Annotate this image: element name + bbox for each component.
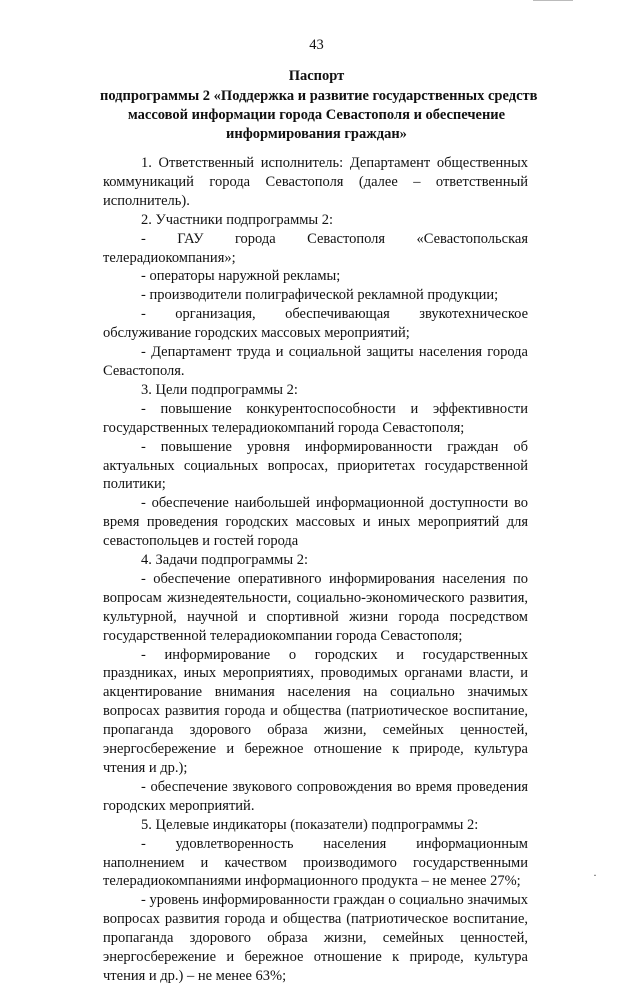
paragraph-responsible-executor: 1. Ответственный исполнитель: Департамент общественных коммуникаций города Севастополя (далее – ответственный исполнитель). <box>103 155 528 209</box>
paragraph-list-item: - обеспечение оперативного информирования населения по вопросам жизнедеятельности, социально-экономического развития, культурной, научной и спортивной жизни города посредством государственной телерадиокомпании города Севастополя; <box>103 570 528 644</box>
heading-line: массовой информации города Севастополя и обеспечение <box>127 107 506 123</box>
paragraph-list-item: - операторы наружной рекламы; <box>141 268 341 285</box>
paragraph-list-item: - информирование о городских и государственных праздниках, иных мероприятиях, проводимых органами власти, и акцентирование внимания населения на социально значимых вопросах развития города и общества (патриотическое воспитание, пропаганда здорового образа жизни, семейных ценностей, энергосбережение и бережное отношение к природе, культура чтения и др.); <box>103 646 528 776</box>
paragraph-list-item: - организация, обеспечивающая звукотехническое обслуживание городских массовых мероприятий; <box>103 306 528 342</box>
paragraph-list-item: - удовлетворенность населения информационным наполнением и качеством производимого государственными телерадиокомпаниями информационного продукта – не менее 27%; <box>103 835 528 890</box>
paragraph-list-item: - повышение конкурентоспособности и эффективности государственных телерадиокомпаний города Севастополя; <box>103 400 528 436</box>
heading-title: Паспорт <box>288 68 345 84</box>
paragraph-list-item: - обеспечение звукового сопровождения во время проведения городских мероприятий. <box>103 778 528 814</box>
paragraph-list-item: - уровень информированности граждан о социально значимых вопросах развития города и общества (патриотическое воспитание, пропаганда здорового образа жизни, семейных ценностей, энергосбережение и бережное отношение к природе, культура чтения и др.) – не менее 63%; <box>103 892 528 984</box>
paragraph-list-item: - производители полиграфической рекламной продукции; <box>141 287 499 304</box>
scan-edge-mark <box>533 0 573 3</box>
heading-line: подпрограммы 2 «Поддержка и развитие государственных средств <box>100 88 538 104</box>
paragraph-tasks-heading: 4. Задачи подпрограммы 2: <box>141 552 308 569</box>
scan-dot-mark: · <box>593 868 597 882</box>
paragraph-list-item: - ГАУ города Севастополя «Севастопольская телерадиокомпания»; <box>103 230 528 266</box>
paragraph-indicators-heading: 5. Целевые индикаторы (показатели) подпрограммы 2: <box>141 816 479 833</box>
page-number: 43 <box>309 37 324 53</box>
paragraph-list-item: - Департамент труда и социальной защиты населения города Севастополя. <box>103 344 528 379</box>
paragraph-list-item: - обеспечение наибольшей информационной доступности во время проведения городских массовых и иных мероприятий для севастопольцев и гостей города <box>103 495 528 550</box>
document-body <box>103 154 528 986</box>
paragraph-list-item: - повышение уровня информированности граждан об актуальных социальных вопросах, приоритетах государственной политики; <box>103 438 528 493</box>
paragraph-goals-heading: 3. Цели подпрограммы 2: <box>141 381 298 398</box>
document-heading <box>100 67 538 144</box>
paragraph-participants-heading: 2. Участники подпрограммы 2: <box>141 211 334 228</box>
heading-line: информирования граждан» <box>226 126 407 142</box>
